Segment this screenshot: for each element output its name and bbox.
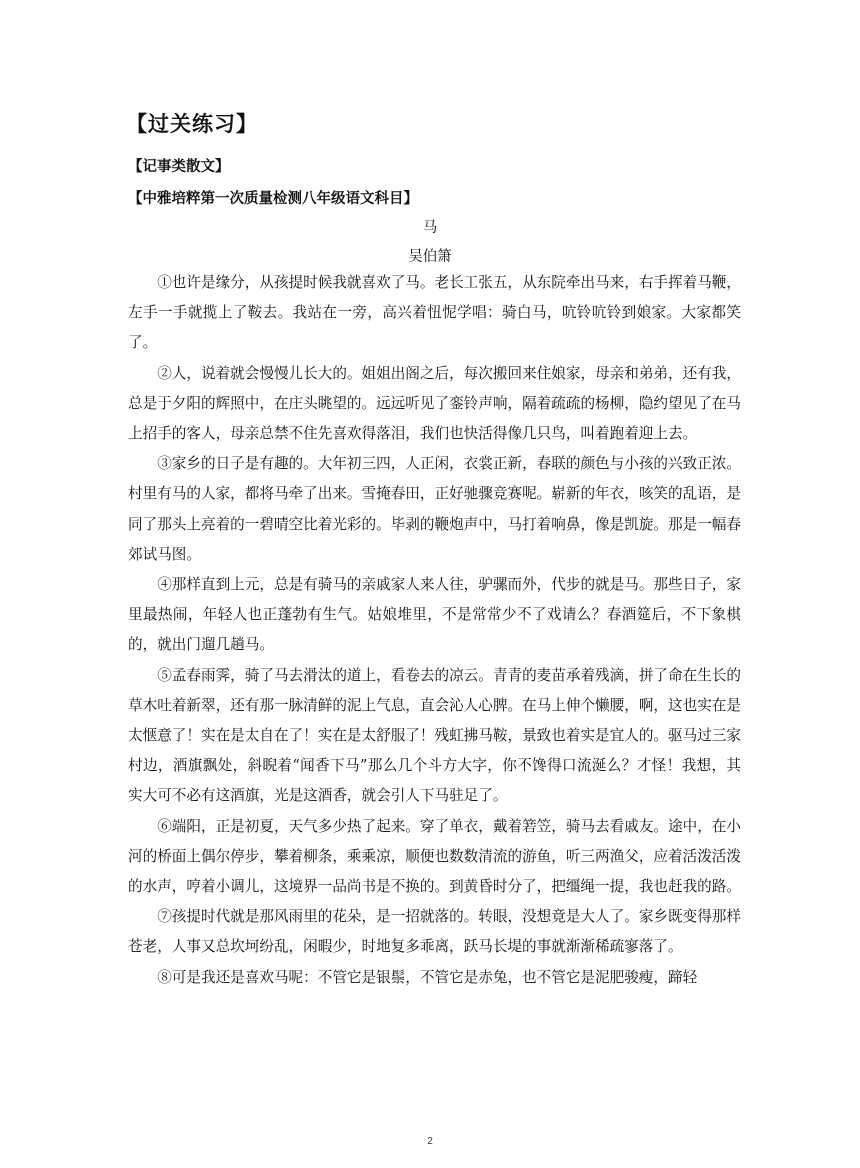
paragraph-5: ⑤孟春雨霁，骑了马去滑汰的道上，看卷去的凉云。青青的麦苗承着残滴，拼了命在生长的草木吐着新翠，还有那一脉清鲜的泥上气息，直会沁人心脾。在马上伸个懒腰，啊，这也实在是太惬意了！实在是太自在了！实在是太舒服了！残虹拂马鞍，景致也着实是宜人的。驱马过三家村边，酒旗飘处，斜睨着“闻香下马”那么几个斗方大字，你不馋得口流涎么？才怪！我想，其实大可不必有这酒旗，光是这酒香，就会引人下马驻足了。 xyxy=(128,666,741,805)
paragraph-1: ①也许是缘分，从孩提时候我就喜欢了马。老长工张五，从东院牵出马来，右手挥着马鞭，左手一手就揽上了鞍去。我站在一旁，高兴着忸怩学唱：骑白马，吭铃吭铃到娘家。大家都笑了。 xyxy=(128,274,741,352)
paragraph-7: ⑦孩提时代就是那风雨里的花朵，是一招就落的。转眼，没想竟是大人了。家乡既变得那样苍老，人事又总坎坷纷乱，闲暇少，时地复多乖离，跃马长堤的事就渐渐稀疏寥落了。 xyxy=(128,908,741,956)
paragraph-4: ④那样直到上元，总是有骑马的亲戚家人来人往，驴骡而外，代步的就是马。那些日子，家里最热闹，年轻人也正蓬勃有生气。姑娘堆里，不是常常少不了戏请么？春酒筵后，不下象棋的，就出门遛几趟马。 xyxy=(128,576,741,654)
paragraph-6: ⑥端阳，正是初夏，天气多少热了起来。穿了单衣，戴着箬笠，骑马去看戚友。途中，在小河的桥面上偶尔停步，攀着柳条，乘乘凉，顺便也数数清流的游鱼，听三两渔父，应着活泼活泼的水声，哼着小调儿，这境界一品尚书是不换的。到黄昏时分了，把缰绳一提，我也赶我的路。 xyxy=(128,817,741,896)
paragraph-3: ③家乡的日子是有趣的。大年初三四，人正闲，衣裳正新，春联的颜色与小孩的兴致正浓。村里有马的人家，都将马牵了出来。雪掩春田，正好驰骤竞赛呢。崭新的年衣，咳笑的乱语，是同了那头上亮着的一碧晴空比着光彩的。毕剥的鞭炮声中，马打着响鼻，像是凯旋。那是一幅春郊试马图。 xyxy=(128,455,741,563)
article-body xyxy=(128,268,741,993)
category-label: 【记事类散文】 xyxy=(128,159,230,175)
source-label: 【中雅培粹第一次质量检测八年级语文科目】 xyxy=(128,191,418,207)
article-title: 马 xyxy=(422,220,438,236)
paragraph-8: ⑧可是我还是喜欢马呢：不管它是银鬃，不管它是赤兔，也不管它是泥肥骏瘦，蹄轻 xyxy=(157,968,698,986)
paragraph-2: ②人，说着就会慢慢儿长大的。姐姐出阁之后，每次搬回来住娘家，母亲和弟弟，还有我，总是于夕阳的辉照中，在庄头眺望的。远远听见了銮铃声响，隔着疏疏的杨柳，隐约望见了在马上招手的客人，母亲总禁不住先喜欢得落泪，我们也快活得像几只鸟，叫着跑着迎上去。 xyxy=(128,364,741,443)
page-number: 2 xyxy=(427,1136,433,1147)
section-title: 【过关练习】 xyxy=(126,112,258,136)
article-author: 吴伯箫 xyxy=(408,249,452,265)
